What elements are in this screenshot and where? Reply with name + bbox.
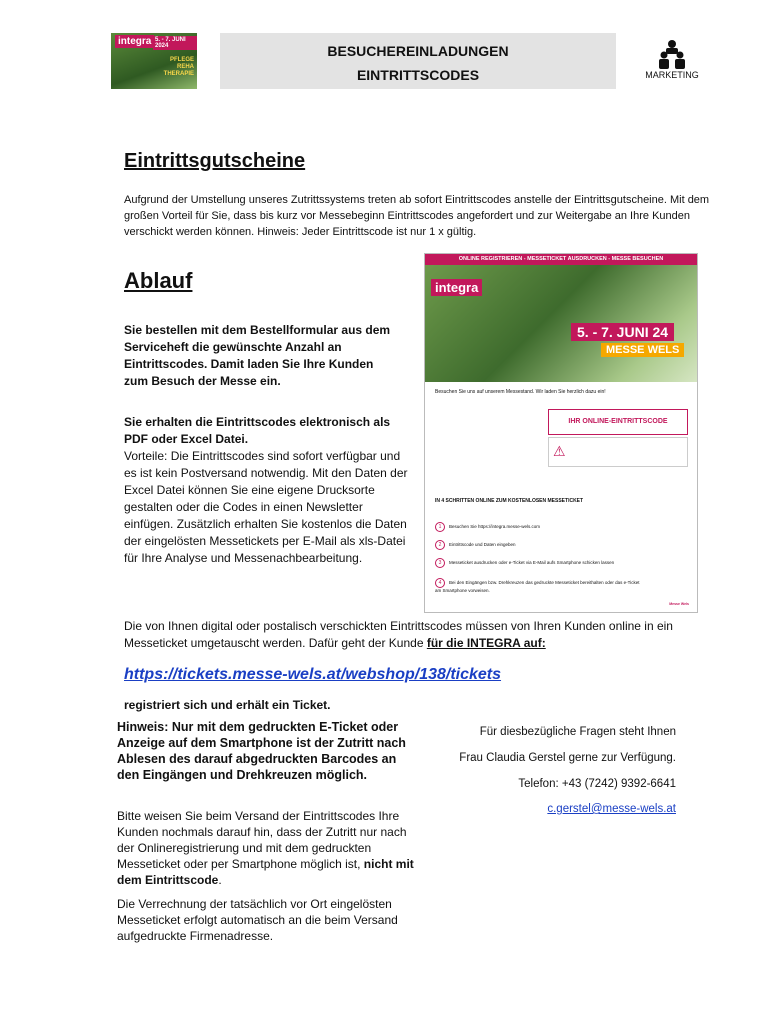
process-step-1: Sie bestellen mit dem Bestellformular aus dem Serviceheft die gewünschte Anzahl an Eintrittscodes. Damit laden Sie Ihre Kunden zum Besuch der Messe ein.: [124, 323, 391, 388]
flyer-step: 2 Eintrittscode und Daten eingeben: [435, 540, 516, 550]
heading-process: Ablauf: [124, 268, 193, 293]
header-title-line2: EINTRITTSCODES: [356, 67, 480, 83]
logo-brand: integra: [115, 35, 154, 48]
intro-text: Aufgrund der Umstellung unseres Zutrittssystems treten ab sofort Eintrittscodes anstelle der Eintrittsgutscheine. Mit dem großen Vorteil für Sie, dass bis kurz vor Messebeginn Eintrittscodes angefordert und zur Weitergabe an Ihre Kunden verschickt werden können. Hinweis: Jeder Eintrittscode ist nur 1 x gültig.: [124, 194, 710, 238]
billing-text: Die Verrechnung der tatsächlich vor Ort eingelösten Messeticket erfolgt automatisch an die beim Versand aufgedruckte Firmenadresse.: [117, 897, 398, 943]
header-title-box: [220, 33, 616, 89]
integra-logo: [111, 33, 197, 89]
process-step-2-title: Sie erhalten die Eintrittscodes elektronisch als PDF oder Excel Datei.: [124, 415, 391, 446]
contact-line-2: Frau Claudia Gerstel gerne zur Verfügung.: [459, 752, 676, 764]
flyer-date: 5. - 7. JUNI 24: [571, 323, 674, 341]
people-icon: [656, 38, 688, 70]
warning-icon: ⚠: [553, 443, 566, 459]
not-with-code-emphasis: nicht mit dem Eintrittscode: [117, 857, 414, 887]
flyer-step: 3 Messeticket ausdrucken oder e-Ticket via E-Mail aufs Smartphone schicken lassen: [435, 558, 635, 568]
register-text: registriert sich und erhält ein Ticket.: [124, 698, 331, 712]
ticket-url-link[interactable]: https://tickets.messe-wels.at/webshop/138/tickets: [124, 666, 502, 683]
flyer-top-bar: ONLINE REGISTRIEREN - MESSETICKET AUSDRUCKEN - MESSE BESUCHEN: [425, 254, 697, 265]
please-note-text: Bitte weisen Sie beim Versand der Eintrittscodes Ihre Kunden nochmals darauf hin, dass der Zutritt nur nach der Onlineregistrierung und mit dem gedruckten Messeticket oder per Smartphone möglich ist, nicht mit dem Eintrittscode.: [117, 809, 414, 887]
logo-date: 5. - 7. JUNI 2024: [153, 36, 197, 50]
heading-vouchers: Eintrittsgutscheine: [124, 150, 306, 172]
department-label: MARKETING: [645, 70, 699, 80]
header-title-line1: BESUCHEREINLADUNGEN: [327, 43, 509, 59]
flyer-photo: [425, 265, 697, 382]
logo-tagline: PFLEGE REHA THERAPIE: [163, 57, 194, 77]
contact-phone: Telefon: +43 (7242) 9392-6641: [518, 778, 676, 790]
flyer-venue: MESSE WELS: [601, 343, 684, 357]
process-step-2: [124, 414, 414, 567]
contact-line-1: Für diesbezügliche Fragen steht Ihnen: [479, 726, 676, 738]
flyer-step: 1 Besuchen Sie https://integra.messe-wels.com: [435, 522, 540, 532]
flyer-code-box: [548, 437, 688, 467]
flyer-brand: integra: [431, 279, 482, 296]
flyer-welcome: Besuchen Sie uns auf unserem Messestand. Wir laden Sie herzlich dazu ein!: [435, 389, 606, 395]
ticket-flyer-image: [424, 253, 698, 613]
flyer-steps-title: IN 4 SCHRITTEN ONLINE ZUM KOSTENLOSEN MESSETICKET: [435, 498, 584, 504]
digital-codes-text: Die von Ihnen digital oder postalisch verschickten Eintrittscodes müssen von Ihren Kunden online in ein Messeticket umgetauscht werden. Dafür geht der Kunde für die INTEGRA auf:: [124, 619, 673, 650]
flyer-code-label: IHR ONLINE-EINTRITTSCODE: [548, 409, 688, 435]
flyer-footer: Messe Wels: [669, 602, 689, 606]
flyer-step: 4 Bei den Eingängen bzw. Drehkreuzen das gedruckte Messeticket bereithalten oder das e-Ticket am Smartphone vorweisen.: [435, 580, 640, 593]
contact-email-link[interactable]: c.gerstel@messe-wels.at: [547, 803, 676, 815]
integra-link-text: für die INTEGRA auf:: [426, 636, 546, 650]
process-step-2-body: Vorteile: Die Eintrittscodes sind sofort verfügbar und es ist kein Postversand notwendig. Mit den Daten der Excel Datei können Sie eine eigene Drucksorte gestalten oder die Codes in einen Newsletter einfügen. Zusätzlich erhalten Sie kostenlos die Daten der eingelösten Messetickets per E-Mail als xls-Datei für Ihre Analyse und Messenachbearbeitung.: [124, 449, 408, 565]
hint-text: Hinweis: Nur mit dem gedruckten E-Ticket oder Anzeige auf dem Smartphone ist der Zutritt nach Ablesen des darauf abgedruckten Barcodes an den Eingängen und Drehkreuzen möglich.: [117, 720, 406, 782]
